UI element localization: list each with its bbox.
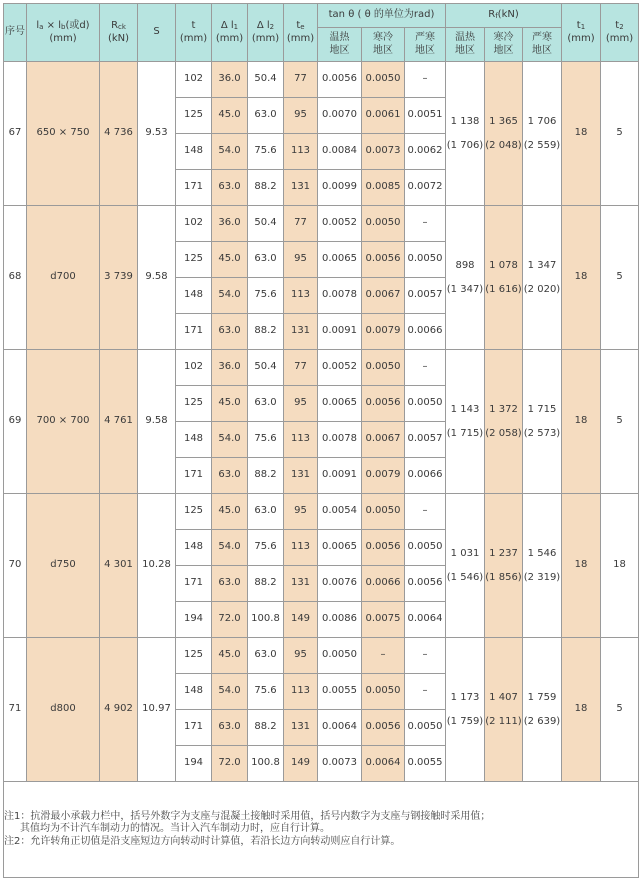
header-dl1-unit: (mm) xyxy=(215,32,244,44)
header-tan-warm xyxy=(318,28,362,62)
cell-te: 95 xyxy=(284,494,318,530)
cell-te: 95 xyxy=(284,386,318,422)
cell-dl1: 54.0 xyxy=(212,422,248,458)
notes xyxy=(4,782,639,878)
cell-tan-cold: 0.0050 xyxy=(362,350,405,386)
header-dl2 xyxy=(248,4,284,62)
header-seq xyxy=(4,4,27,62)
cell-seq: 69 xyxy=(4,350,27,494)
cell-s: 9.58 xyxy=(138,350,176,494)
cell-tan-cold: 0.0050 xyxy=(362,62,405,98)
cell-dl1: 54.0 xyxy=(212,674,248,710)
cell-dl2: 75.6 xyxy=(248,674,284,710)
cell-t: 102 xyxy=(176,350,212,386)
cell-dl1: 72.0 xyxy=(212,746,248,782)
cell-tan-cold: 0.0079 xyxy=(362,314,405,350)
cell-rck: 4 736 xyxy=(100,62,138,206)
note-1: 注1：抗滑最小承载力栏中，括号外数字为支座与混凝土接触时采用值，括号内数字为支座与钢接触时采用值； xyxy=(4,810,491,822)
header-s-text: S xyxy=(153,26,160,38)
header-rf-title xyxy=(446,4,562,28)
header-t2-unit: (mm) xyxy=(605,32,634,44)
header-tan-severe xyxy=(405,28,446,62)
cell-t1: 18 xyxy=(562,494,601,638)
table-row xyxy=(4,638,639,674)
cell-tan-warm: 0.0065 xyxy=(318,530,362,566)
header-dl1-label: Δ l1 xyxy=(220,20,239,31)
cell-dl2: 88.2 xyxy=(248,566,284,602)
cell-te: 149 xyxy=(284,602,318,638)
cell-tan-severe: 0.0050 xyxy=(405,530,446,566)
cell-tan-cold: 0.0073 xyxy=(362,134,405,170)
cell-tan-warm: 0.0070 xyxy=(318,98,362,134)
cell-dl1: 45.0 xyxy=(212,494,248,530)
cell-rf-cold: 1 237 (1 856) xyxy=(485,494,523,638)
header-t1-unit: (mm) xyxy=(567,32,595,44)
header-tan-severe-text: 严寒 地区 xyxy=(415,32,435,56)
cell-dims: 700 × 700 xyxy=(27,350,100,494)
header-dl2-unit: (mm) xyxy=(251,32,280,44)
cell-t: 102 xyxy=(176,62,212,98)
cell-dl1: 63.0 xyxy=(212,566,248,602)
table-body xyxy=(4,62,639,782)
cell-t: 125 xyxy=(176,638,212,674)
cell-rf-severe: 1 546 (2 319) xyxy=(523,494,562,638)
cell-dl1: 54.0 xyxy=(212,134,248,170)
cell-tan-severe: 0.0050 xyxy=(405,710,446,746)
cell-t: 148 xyxy=(176,530,212,566)
bearing-spec-table xyxy=(3,3,639,878)
cell-rf-warm: 1 173 (1 759) xyxy=(446,638,485,782)
cell-dl1: 54.0 xyxy=(212,530,248,566)
table-row xyxy=(4,62,639,98)
cell-rf-severe: 1 347 (2 020) xyxy=(523,206,562,350)
cell-rf-cold: 1 078 (1 616) xyxy=(485,206,523,350)
header-dims-unit: (mm) xyxy=(49,32,77,44)
cell-t: 148 xyxy=(176,674,212,710)
cell-te: 95 xyxy=(284,242,318,278)
cell-te: 131 xyxy=(284,170,318,206)
cell-dl1: 54.0 xyxy=(212,278,248,314)
cell-tan-cold: 0.0050 xyxy=(362,494,405,530)
cell-rck: 3 739 xyxy=(100,206,138,350)
cell-tan-severe: – xyxy=(405,638,446,674)
cell-dl2: 75.6 xyxy=(248,278,284,314)
cell-tan-warm: 0.0056 xyxy=(318,62,362,98)
cell-t: 171 xyxy=(176,566,212,602)
cell-t2: 5 xyxy=(601,638,639,782)
cell-tan-cold: 0.0056 xyxy=(362,386,405,422)
cell-dl1: 36.0 xyxy=(212,62,248,98)
cell-tan-warm: 0.0091 xyxy=(318,458,362,494)
cell-t2: 5 xyxy=(601,350,639,494)
cell-dl2: 75.6 xyxy=(248,422,284,458)
header-t1-label: t1 xyxy=(576,20,586,31)
cell-te: 95 xyxy=(284,98,318,134)
header-rf-warm xyxy=(446,28,485,62)
cell-t1: 18 xyxy=(562,206,601,350)
header-t2-label: t2 xyxy=(615,20,624,31)
cell-tan-severe: 0.0057 xyxy=(405,422,446,458)
cell-dl1: 45.0 xyxy=(212,242,248,278)
cell-t: 194 xyxy=(176,602,212,638)
cell-tan-severe: 0.0051 xyxy=(405,98,446,134)
cell-tan-severe: – xyxy=(405,494,446,530)
cell-tan-warm: 0.0099 xyxy=(318,170,362,206)
header-tan-title-text: tan θ ( θ 的单位为rad) xyxy=(328,9,435,21)
cell-t2: 5 xyxy=(601,62,639,206)
header-rf-severe-text: 严寒 地区 xyxy=(532,32,552,56)
cell-t1: 18 xyxy=(562,350,601,494)
cell-te: 113 xyxy=(284,530,318,566)
cell-tan-warm: 0.0065 xyxy=(318,242,362,278)
cell-rf-warm: 898 (1 347) xyxy=(446,206,485,350)
header-rck xyxy=(100,4,138,62)
cell-tan-warm: 0.0055 xyxy=(318,674,362,710)
cell-dl2: 100.8 xyxy=(248,746,284,782)
cell-rf-warm: 1 031 (1 546) xyxy=(446,494,485,638)
cell-dl2: 75.6 xyxy=(248,134,284,170)
cell-tan-cold: 0.0075 xyxy=(362,602,405,638)
cell-tan-cold: 0.0050 xyxy=(362,674,405,710)
cell-rck: 4 902 xyxy=(100,638,138,782)
cell-t1: 18 xyxy=(562,62,601,206)
cell-dl2: 63.0 xyxy=(248,494,284,530)
cell-te: 131 xyxy=(284,710,318,746)
cell-t: 125 xyxy=(176,242,212,278)
cell-dims: d800 xyxy=(27,638,100,782)
cell-tan-warm: 0.0073 xyxy=(318,746,362,782)
cell-tan-cold: 0.0056 xyxy=(362,710,405,746)
header-te-unit: (mm) xyxy=(286,32,315,44)
cell-t1: 18 xyxy=(562,638,601,782)
cell-tan-cold: – xyxy=(362,638,405,674)
cell-s: 9.58 xyxy=(138,206,176,350)
header-dl2-label: Δ l2 xyxy=(256,20,275,31)
header-t2 xyxy=(601,4,639,62)
cell-dl2: 88.2 xyxy=(248,314,284,350)
cell-tan-severe: – xyxy=(405,350,446,386)
cell-t: 125 xyxy=(176,494,212,530)
cell-dl2: 63.0 xyxy=(248,638,284,674)
cell-t: 148 xyxy=(176,422,212,458)
cell-rck: 4 761 xyxy=(100,350,138,494)
header-rf-warm-text: 温热 地区 xyxy=(455,32,475,56)
cell-dl1: 63.0 xyxy=(212,458,248,494)
cell-te: 149 xyxy=(284,746,318,782)
cell-tan-warm: 0.0052 xyxy=(318,350,362,386)
cell-tan-cold: 0.0085 xyxy=(362,170,405,206)
cell-rf-cold: 1 407 (2 111) xyxy=(485,638,523,782)
cell-tan-severe: 0.0057 xyxy=(405,278,446,314)
cell-dims: 650 × 750 xyxy=(27,62,100,206)
cell-tan-warm: 0.0054 xyxy=(318,494,362,530)
cell-tan-cold: 0.0064 xyxy=(362,746,405,782)
cell-tan-warm: 0.0050 xyxy=(318,638,362,674)
cell-rf-severe: 1 759 (2 639) xyxy=(523,638,562,782)
cell-te: 77 xyxy=(284,62,318,98)
cell-seq: 67 xyxy=(4,62,27,206)
cell-tan-warm: 0.0078 xyxy=(318,278,362,314)
cell-te: 95 xyxy=(284,638,318,674)
cell-t: 171 xyxy=(176,710,212,746)
cell-tan-severe: 0.0050 xyxy=(405,242,446,278)
cell-tan-warm: 0.0065 xyxy=(318,386,362,422)
cell-tan-cold: 0.0067 xyxy=(362,278,405,314)
cell-tan-warm: 0.0076 xyxy=(318,566,362,602)
cell-te: 77 xyxy=(284,350,318,386)
cell-dl1: 45.0 xyxy=(212,98,248,134)
header-te-label: te xyxy=(296,20,305,31)
cell-tan-cold: 0.0067 xyxy=(362,422,405,458)
cell-t: 171 xyxy=(176,458,212,494)
cell-tan-cold: 0.0079 xyxy=(362,458,405,494)
cell-te: 131 xyxy=(284,458,318,494)
cell-tan-cold: 0.0050 xyxy=(362,206,405,242)
cell-dl1: 63.0 xyxy=(212,170,248,206)
header-s xyxy=(138,4,176,62)
cell-seq: 71 xyxy=(4,638,27,782)
header-tan-cold-text: 寒冷 地区 xyxy=(373,32,393,56)
cell-dl1: 45.0 xyxy=(212,386,248,422)
cell-tan-cold: 0.0056 xyxy=(362,530,405,566)
cell-te: 131 xyxy=(284,566,318,602)
cell-dl2: 63.0 xyxy=(248,98,284,134)
header-te xyxy=(284,4,318,62)
cell-dl2: 63.0 xyxy=(248,242,284,278)
cell-t2: 5 xyxy=(601,206,639,350)
note-2: 注2：允许转角正切值是沿支座短边方向转动时计算值，若沿长边方向转动则应自行计算。 xyxy=(4,835,401,847)
cell-te: 77 xyxy=(284,206,318,242)
cell-te: 131 xyxy=(284,314,318,350)
cell-s: 10.97 xyxy=(138,638,176,782)
cell-rf-cold: 1 372 (2 058) xyxy=(485,350,523,494)
cell-te: 113 xyxy=(284,422,318,458)
cell-t: 102 xyxy=(176,206,212,242)
cell-dims: d750 xyxy=(27,494,100,638)
cell-s: 10.28 xyxy=(138,494,176,638)
header-tan-cold xyxy=(362,28,405,62)
cell-dl1: 72.0 xyxy=(212,602,248,638)
cell-tan-cold: 0.0061 xyxy=(362,98,405,134)
cell-tan-severe: 0.0056 xyxy=(405,566,446,602)
cell-dl2: 88.2 xyxy=(248,170,284,206)
header-rf-cold-text: 寒冷 地区 xyxy=(493,32,514,56)
cell-t: 125 xyxy=(176,98,212,134)
cell-tan-severe: – xyxy=(405,206,446,242)
header-rck-unit: (kN) xyxy=(107,32,130,44)
cell-dl2: 75.6 xyxy=(248,530,284,566)
table-row xyxy=(4,350,639,386)
cell-t: 171 xyxy=(176,170,212,206)
cell-dims: d700 xyxy=(27,206,100,350)
cell-t: 171 xyxy=(176,314,212,350)
cell-dl1: 36.0 xyxy=(212,206,248,242)
cell-tan-severe: 0.0064 xyxy=(405,602,446,638)
cell-dl2: 50.4 xyxy=(248,350,284,386)
cell-t: 125 xyxy=(176,386,212,422)
cell-dl1: 36.0 xyxy=(212,350,248,386)
cell-dl1: 63.0 xyxy=(212,314,248,350)
header-rf-cold xyxy=(485,28,523,62)
cell-dl2: 100.8 xyxy=(248,602,284,638)
cell-tan-cold: 0.0056 xyxy=(362,242,405,278)
cell-seq: 70 xyxy=(4,494,27,638)
cell-tan-severe: 0.0062 xyxy=(405,134,446,170)
cell-tan-warm: 0.0052 xyxy=(318,206,362,242)
table-row xyxy=(4,206,639,242)
cell-s: 9.53 xyxy=(138,62,176,206)
cell-tan-severe: 0.0066 xyxy=(405,314,446,350)
header-t1 xyxy=(562,4,601,62)
cell-te: 113 xyxy=(284,134,318,170)
cell-tan-warm: 0.0091 xyxy=(318,314,362,350)
cell-t: 148 xyxy=(176,278,212,314)
cell-rf-severe: 1 706 (2 559) xyxy=(523,62,562,206)
cell-dl2: 88.2 xyxy=(248,458,284,494)
cell-tan-severe: 0.0055 xyxy=(405,746,446,782)
cell-rf-cold: 1 365 (2 048) xyxy=(485,62,523,206)
cell-seq: 68 xyxy=(4,206,27,350)
cell-t: 148 xyxy=(176,134,212,170)
note-1-continued: 其值均为不计汽车制动力的情况。当计入汽车制动力时，应自行计算。 xyxy=(20,823,330,835)
cell-te: 113 xyxy=(284,278,318,314)
cell-tan-warm: 0.0084 xyxy=(318,134,362,170)
table-row xyxy=(4,494,639,530)
cell-dl2: 50.4 xyxy=(248,62,284,98)
cell-dl2: 63.0 xyxy=(248,386,284,422)
header-dims-label: la × lb(或d) xyxy=(36,20,90,31)
cell-tan-severe: 0.0050 xyxy=(405,386,446,422)
cell-rf-warm: 1 138 (1 706) xyxy=(446,62,485,206)
header-tan-title xyxy=(318,4,446,28)
cell-rf-warm: 1 143 (1 715) xyxy=(446,350,485,494)
header-seq-text: 序号 xyxy=(5,26,25,38)
header-t-unit: (mm) xyxy=(179,32,208,44)
header-t xyxy=(176,4,212,62)
cell-tan-severe: – xyxy=(405,62,446,98)
cell-t: 194 xyxy=(176,746,212,782)
header-rf-title-text: Rf(kN) xyxy=(488,9,519,21)
cell-tan-severe: 0.0072 xyxy=(405,170,446,206)
header-rf-severe xyxy=(523,28,562,62)
header-t-label: t xyxy=(191,20,196,31)
cell-tan-warm: 0.0086 xyxy=(318,602,362,638)
header-rck-label: Rck xyxy=(111,20,126,31)
cell-dl2: 50.4 xyxy=(248,206,284,242)
cell-tan-severe: 0.0066 xyxy=(405,458,446,494)
cell-tan-severe: – xyxy=(405,674,446,710)
cell-rf-severe: 1 715 (2 573) xyxy=(523,350,562,494)
cell-dl1: 45.0 xyxy=(212,638,248,674)
header-dl1 xyxy=(212,4,248,62)
cell-tan-warm: 0.0078 xyxy=(318,422,362,458)
header-tan-warm-text: 温热 地区 xyxy=(329,32,350,56)
cell-t2: 18 xyxy=(601,494,639,638)
cell-dl1: 63.0 xyxy=(212,710,248,746)
cell-dl2: 88.2 xyxy=(248,710,284,746)
cell-te: 113 xyxy=(284,674,318,710)
cell-rck: 4 301 xyxy=(100,494,138,638)
cell-tan-warm: 0.0064 xyxy=(318,710,362,746)
header-dims xyxy=(27,4,100,62)
cell-tan-cold: 0.0066 xyxy=(362,566,405,602)
